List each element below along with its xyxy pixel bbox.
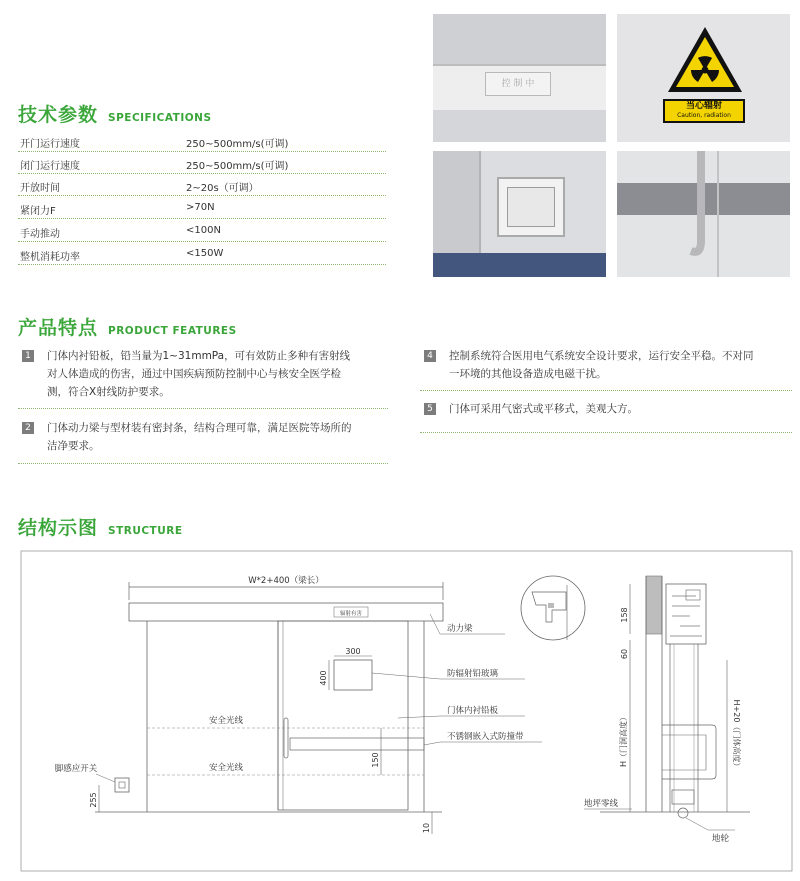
safety-line-1-label: 安全光线 [208, 716, 244, 726]
feature-line: 一环境的其他设备造成电磁干扰。 [449, 368, 607, 380]
feature-line: 门体可采用气密式或平移式，美观大方。 [449, 403, 638, 415]
callout-power-beam: 动力梁 [447, 624, 473, 634]
feature-line: 门体内衬铅板，铅当量为1~31mmPa，可有效防止多种有害射线 [47, 350, 351, 362]
spec-row [18, 175, 386, 196]
handle-icon [677, 151, 717, 261]
feature-line: 测，符合X射线防护要求。 [47, 386, 170, 398]
feature-item [22, 419, 392, 455]
callout-bumper: 不锈钢嵌入式防撞带 [447, 732, 524, 742]
callout-lead-glass: 防辐射铅玻璃 [447, 669, 499, 679]
bumper-strip-drawing [290, 738, 424, 750]
safety-line-2-label: 安全光线 [208, 763, 244, 773]
structure-diagram [0, 540, 800, 875]
lead-glass-drawing [334, 660, 372, 690]
spec-value: 250~500mm/s(可调) [186, 161, 289, 172]
lead-glass-window [497, 177, 565, 237]
divider [420, 390, 792, 391]
radiation-warning-icon [665, 24, 745, 96]
feature-number: 1 [22, 350, 34, 362]
features-title-cn: 产品特点 [18, 317, 99, 339]
feature-number: 4 [424, 350, 436, 362]
feature-number: 5 [424, 403, 436, 415]
spec-row [18, 153, 386, 174]
structure-title-en: STRUCTURE [108, 525, 183, 537]
dim-158: 158 [620, 607, 629, 623]
feature-text [47, 419, 352, 455]
dim-60: 60 [620, 648, 629, 660]
spec-label: 整机消耗功率 [20, 252, 80, 263]
spec-value: <100N [186, 225, 221, 236]
spec-row [18, 221, 386, 242]
spec-row [18, 198, 386, 219]
window-width-dim: 300 [345, 647, 361, 656]
callout-lead-lining: 门体内衬铅板 [447, 706, 499, 716]
feature-item [424, 400, 794, 418]
photo-door-handle [617, 151, 790, 277]
feature-number: 2 [22, 422, 34, 434]
spec-label: 开放时间 [20, 183, 60, 194]
foot-switch-label: 脚感应开关 [54, 764, 98, 774]
dim-door-height: H（门洞高度） [619, 712, 628, 768]
photo-wall-panel [433, 14, 606, 142]
feature-text [449, 347, 754, 383]
feature-text [449, 400, 638, 418]
feature-item [424, 347, 794, 383]
structure-title-cn: 结构示图 [18, 517, 99, 539]
sign-text-en: Caution, radiation [677, 112, 731, 119]
panel-label: 控 制 中 [485, 72, 551, 96]
feature-line: 门体动力梁与型材装有密封条，结构合理可靠，满足医院等场所的 [47, 422, 352, 434]
features-title-en: PRODUCT FEATURES [108, 325, 237, 337]
door-sign-label: 辐射有害 [339, 611, 363, 617]
floor-wheel-drawing [678, 808, 688, 818]
feature-line: 对人体造成的伤害，通过中国疾病预防控制中心与核安全医学检 [47, 368, 341, 380]
feature-line: 控制系统符合医用电气系统安全设计要求，运行安全平稳。不对同 [449, 350, 754, 362]
spec-row [18, 244, 386, 265]
divider [18, 408, 388, 409]
specs-title-cn: 技术参数 [18, 104, 99, 126]
dim-255: 255 [89, 792, 98, 808]
structure-heading [18, 513, 183, 540]
handle [284, 718, 288, 758]
spec-row [18, 131, 386, 152]
spec-label: 开门运行速度 [20, 139, 80, 150]
feature-item [22, 347, 392, 401]
spec-value: 250~500mm/s(可调) [186, 139, 289, 150]
specs-heading [18, 100, 212, 127]
window-height-dim: 400 [319, 670, 328, 686]
photo-door-window [433, 151, 606, 277]
dim-body-height: H+20（门体高度） [732, 699, 741, 771]
specs-title-en: SPECIFICATIONS [108, 112, 212, 124]
diagram-frame [21, 551, 792, 871]
radiation-sign-plate [663, 99, 745, 123]
foot-switch-drawing [115, 778, 129, 792]
beam-length-label: W*2+400（梁长） [248, 576, 324, 586]
spec-value: <150W [186, 248, 224, 259]
wall-section [646, 576, 662, 634]
floor-zero-label: 地坪零线 [584, 799, 619, 809]
spec-value: >70N [186, 202, 215, 213]
door-leaf [278, 621, 408, 810]
floor-wheel-label: 地轮 [712, 834, 730, 844]
power-beam [129, 603, 443, 621]
spec-label: 紧闭力F [20, 206, 56, 217]
sign-text-cn: 当心辐射 [685, 101, 722, 111]
feature-line: 洁净要求。 [47, 440, 100, 452]
features-heading [18, 313, 237, 340]
divider [18, 463, 388, 464]
dim-150: 150 [371, 752, 380, 768]
divider [420, 432, 792, 433]
spec-value: 2~20s（可调） [186, 183, 259, 194]
spec-label: 手动推动 [20, 229, 60, 240]
feature-text [47, 347, 350, 401]
spec-label: 闭门运行速度 [20, 161, 80, 172]
dim-10: 10 [422, 822, 431, 834]
photo-radiation-sign [617, 14, 790, 142]
